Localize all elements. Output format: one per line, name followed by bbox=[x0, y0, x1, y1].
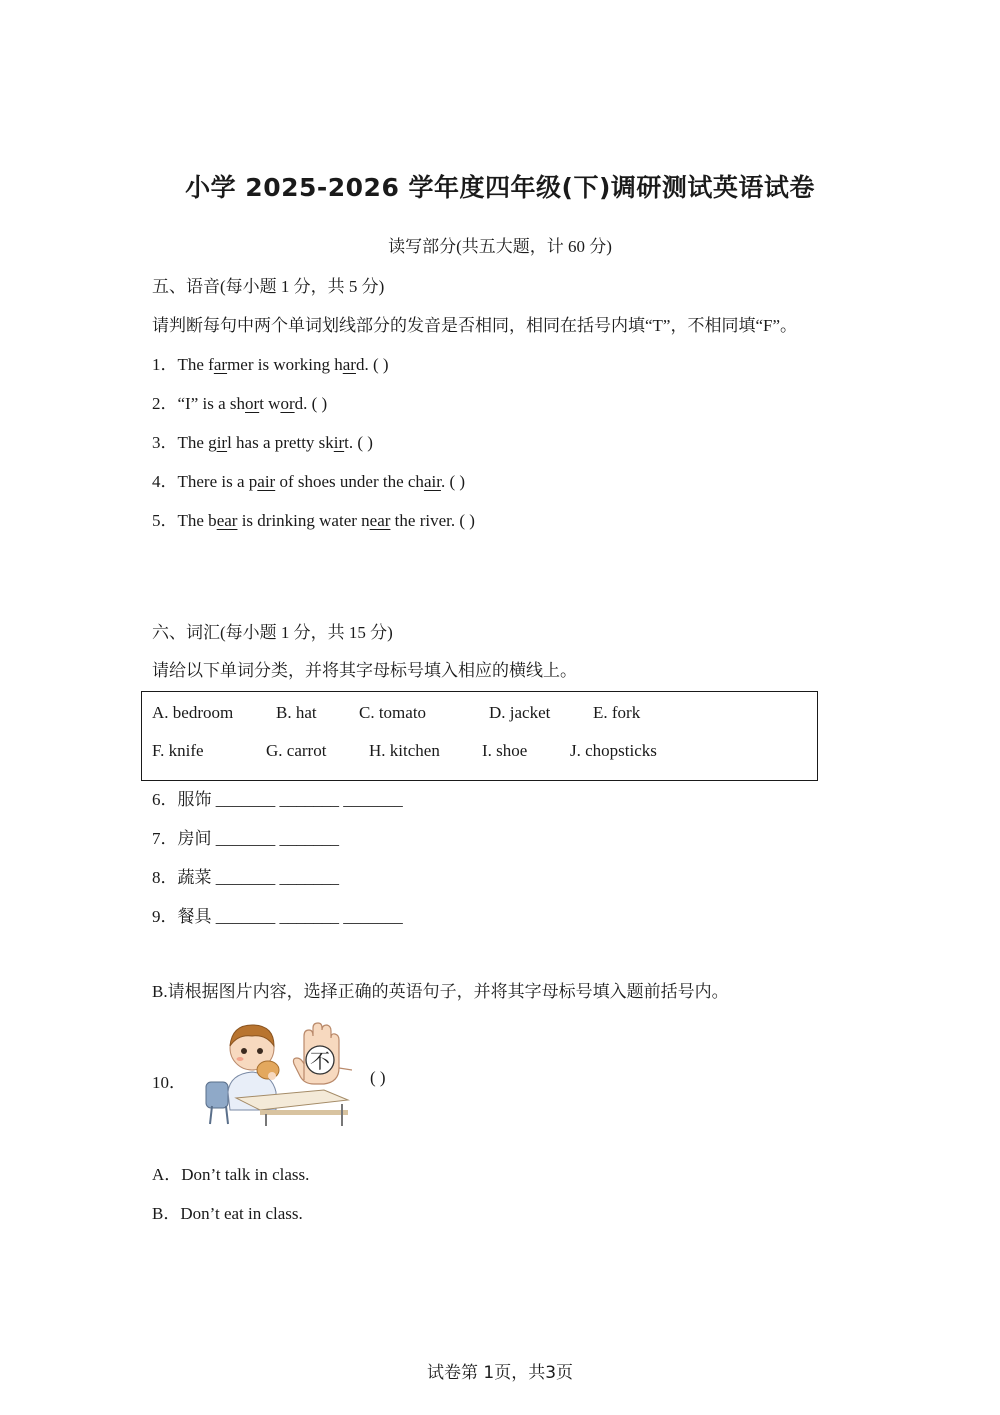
option-b: B．Don’t eat in class. bbox=[152, 1204, 303, 1223]
question-2: 2．“I” is a short word. ( ) bbox=[152, 394, 328, 413]
question-3: 3．The girl has a pretty skirt. ( ) bbox=[152, 433, 373, 452]
question-7: 7．房间 _______ _______ bbox=[152, 829, 339, 848]
word-bank-box bbox=[141, 691, 818, 781]
question-4: 4．There is a pair of shoes under the chair. ( ) bbox=[152, 472, 466, 491]
option-a: A．Don’t talk in class. bbox=[152, 1165, 310, 1184]
word-i: I. shoe bbox=[482, 741, 528, 760]
word-f: F. knife bbox=[152, 741, 204, 760]
word-g: G. carrot bbox=[266, 741, 327, 760]
section5-instruction: 请判断每句中两个单词划线部分的发音是否相同，相同在括号内填“T”，不相同填“F”。 bbox=[152, 316, 798, 335]
question-10-number: 10． bbox=[152, 1073, 186, 1092]
question-6: 6．服饰 _______ _______ _______ bbox=[152, 790, 403, 809]
word-b: B. hat bbox=[276, 703, 317, 722]
page-subtitle: 读写部分(共五大题，计 60 分) bbox=[388, 237, 612, 256]
boy-eating-no-sign-illustration bbox=[200, 1018, 352, 1126]
section6-instruction: 请给以下单词分类，并将其字母标号填入相应的横线上。 bbox=[152, 661, 577, 680]
question-9: 9．餐具 _______ _______ _______ bbox=[152, 907, 403, 926]
word-h: H. kitchen bbox=[369, 741, 440, 760]
word-j: J. chopsticks bbox=[570, 741, 657, 760]
question-5: 5．The bear is drinking water near the river. ( ) bbox=[152, 511, 475, 530]
word-e: E. fork bbox=[593, 703, 641, 722]
word-a: A. bedroom bbox=[152, 703, 234, 722]
section5-heading: 五、语音(每小题 1 分，共 5 分) bbox=[152, 277, 385, 296]
question-1: 1．The farmer is working hard. ( ) bbox=[152, 355, 389, 374]
partB-instruction: B.请根据图片内容，选择正确的英语句子，并将其字母标号填入题前括号内。 bbox=[152, 982, 729, 1001]
no-sign-character: 不 bbox=[310, 1049, 330, 1073]
section6-heading: 六、词汇(每小题 1 分，共 15 分) bbox=[152, 623, 393, 642]
page-title: 小学 2025-2026 学年度四年级(下)调研测试英语试卷 bbox=[185, 173, 815, 202]
question-8: 8．蔬菜 _______ _______ bbox=[152, 868, 339, 887]
page-footer: 试卷第 1页，共3页 bbox=[426, 1363, 574, 1383]
word-c: C. tomato bbox=[359, 703, 427, 722]
word-d: D. jacket bbox=[489, 703, 551, 722]
question-10-answer-bracket: ( ) bbox=[370, 1068, 386, 1087]
